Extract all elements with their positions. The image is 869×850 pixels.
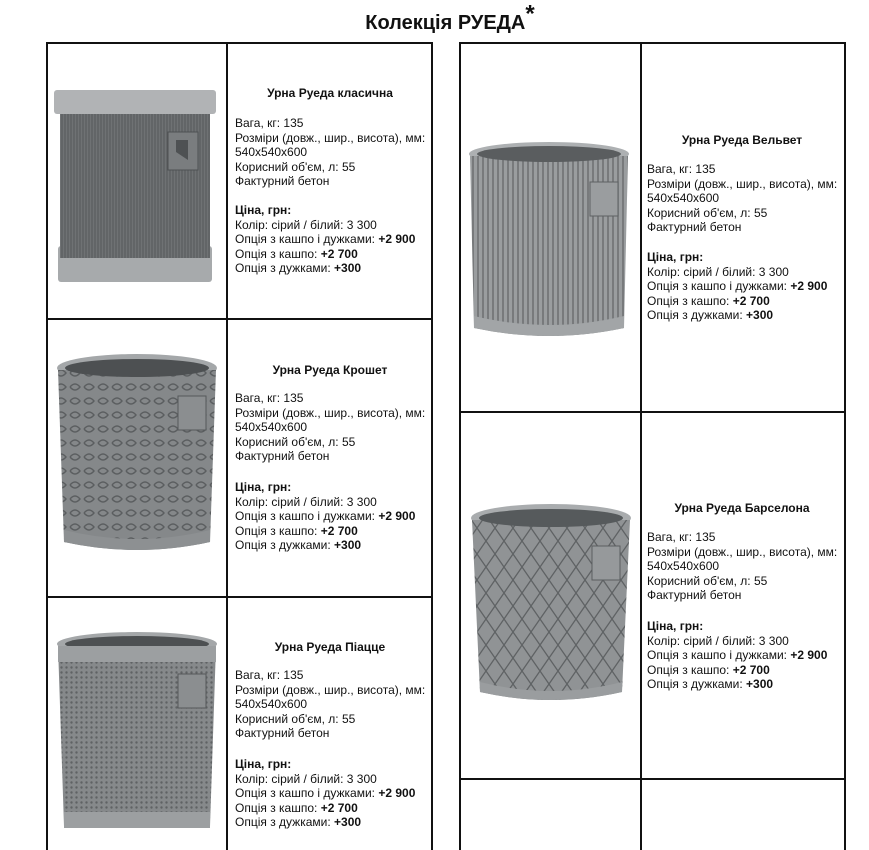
spec-volume: Корисний об'єм, л: 55 xyxy=(647,573,768,588)
product-specs xyxy=(647,162,837,235)
table-border xyxy=(459,42,846,44)
price-option-2: Опція з кашпо: +2 700 xyxy=(235,523,358,538)
spec-volume: Корисний об'єм, л: 55 xyxy=(647,205,768,220)
price-colour: Колір: сірий / білий: 3 300 xyxy=(235,217,377,232)
spec-dimensions-value: 540х540х600 xyxy=(647,191,720,206)
price-colour: Колір: сірий / білий: 3 300 xyxy=(647,264,789,279)
spec-material: Фактурний бетон xyxy=(235,726,330,741)
urn-classic-image xyxy=(52,86,218,288)
spec-weight: Вага, кг: 135 xyxy=(235,116,304,130)
spec-material: Фактурний бетон xyxy=(235,449,330,464)
table-border xyxy=(431,42,433,850)
product-specs xyxy=(235,668,425,741)
table-border xyxy=(46,42,48,850)
spec-weight: Вага, кг: 135 xyxy=(235,391,304,405)
product-price xyxy=(235,203,415,276)
price-option-3: Опція з дужками: +300 xyxy=(235,261,362,276)
price-header: Ціна, грн: xyxy=(235,757,292,771)
product-specs xyxy=(235,116,425,189)
table-border xyxy=(226,42,228,850)
price-option-3: Опція з дужками: +300 xyxy=(647,677,774,692)
price-colour: Колір: сірий / білий: 3 300 xyxy=(647,633,789,648)
spec-weight: Вага, кг: 135 xyxy=(647,530,716,544)
urn-velvet-image xyxy=(466,140,632,344)
urn-crochet-image xyxy=(54,352,220,560)
product-specs xyxy=(647,530,837,603)
price-option-1: Опція з кашпо і дужками: +2 900 xyxy=(235,509,416,524)
product-name: Урна Руеда Вельвет xyxy=(681,133,803,147)
spec-dimensions-label: Розміри (довж., шир., висота), мм: xyxy=(235,682,426,697)
price-option-3: Опція з дужками: +300 xyxy=(235,815,362,830)
spec-volume: Корисний об'єм, л: 55 xyxy=(235,434,356,449)
spec-volume: Корисний об'єм, л: 55 xyxy=(235,159,356,174)
table-border xyxy=(46,42,433,44)
price-header: Ціна, грн: xyxy=(235,203,292,217)
price-option-2: Опція з кашпо: +2 700 xyxy=(235,246,358,261)
product-specs xyxy=(235,391,425,464)
spec-material: Фактурний бетон xyxy=(235,174,330,189)
spec-dimensions-label: Розміри (довж., шир., висота), мм: xyxy=(235,130,426,145)
product-name: Урна Руеда класична xyxy=(267,86,393,100)
page-title: Колекція РУЕДА* xyxy=(365,0,535,34)
spec-dimensions-value: 540х540х600 xyxy=(235,145,308,160)
table-border xyxy=(459,42,461,850)
spec-dimensions-value: 540х540х600 xyxy=(235,697,308,712)
price-header: Ціна, грн: xyxy=(647,250,704,264)
product-name: Урна Руеда Крошет xyxy=(272,363,388,377)
price-option-1: Опція з кашпо і дужками: +2 900 xyxy=(235,232,416,247)
product-name: Урна Руеда Піацце xyxy=(274,640,386,654)
product-name: Урна Руеда Барселона xyxy=(674,501,810,515)
table-border xyxy=(640,42,642,850)
price-option-2: Опція з кашпо: +2 700 xyxy=(647,293,770,308)
spec-dimensions-label: Розміри (довж., шир., висота), мм: xyxy=(235,405,426,420)
spec-weight: Вага, кг: 135 xyxy=(647,162,716,176)
price-option-1: Опція з кашпо і дужками: +2 900 xyxy=(235,786,416,801)
product-price xyxy=(647,250,827,323)
price-option-3: Опція з дужками: +300 xyxy=(235,538,362,553)
table-border xyxy=(46,318,433,320)
price-option-2: Опція з кашпо: +2 700 xyxy=(235,800,358,815)
spec-dimensions-value: 540х540х600 xyxy=(647,559,720,574)
urn-piazze-image xyxy=(54,630,220,838)
spec-dimensions-label: Розміри (довж., шир., висота), мм: xyxy=(647,544,838,559)
spec-dimensions-value: 540х540х600 xyxy=(235,420,308,435)
price-header: Ціна, грн: xyxy=(647,619,704,633)
spec-weight: Вага, кг: 135 xyxy=(235,668,304,682)
price-colour: Колір: сірий / білий: 3 300 xyxy=(235,771,377,786)
product-price xyxy=(647,619,827,692)
urn-barcelona-image xyxy=(468,502,634,708)
spec-volume: Корисний об'єм, л: 55 xyxy=(235,711,356,726)
price-option-1: Опція з кашпо і дужками: +2 900 xyxy=(647,648,828,663)
product-price xyxy=(235,757,415,830)
spec-dimensions-label: Розміри (довж., шир., висота), мм: xyxy=(647,176,838,191)
price-option-2: Опція з кашпо: +2 700 xyxy=(647,662,770,677)
spec-material: Фактурний бетон xyxy=(647,220,742,235)
price-option-3: Опція з дужками: +300 xyxy=(647,308,774,323)
table-border xyxy=(46,596,433,598)
price-colour: Колір: сірий / білий: 3 300 xyxy=(235,494,377,509)
spec-material: Фактурний бетон xyxy=(647,588,742,603)
product-price xyxy=(235,480,415,553)
table-border xyxy=(459,411,846,413)
price-header: Ціна, грн: xyxy=(235,480,292,494)
table-border xyxy=(459,778,846,780)
price-option-1: Опція з кашпо і дужками: +2 900 xyxy=(647,279,828,294)
table-border xyxy=(844,42,846,850)
